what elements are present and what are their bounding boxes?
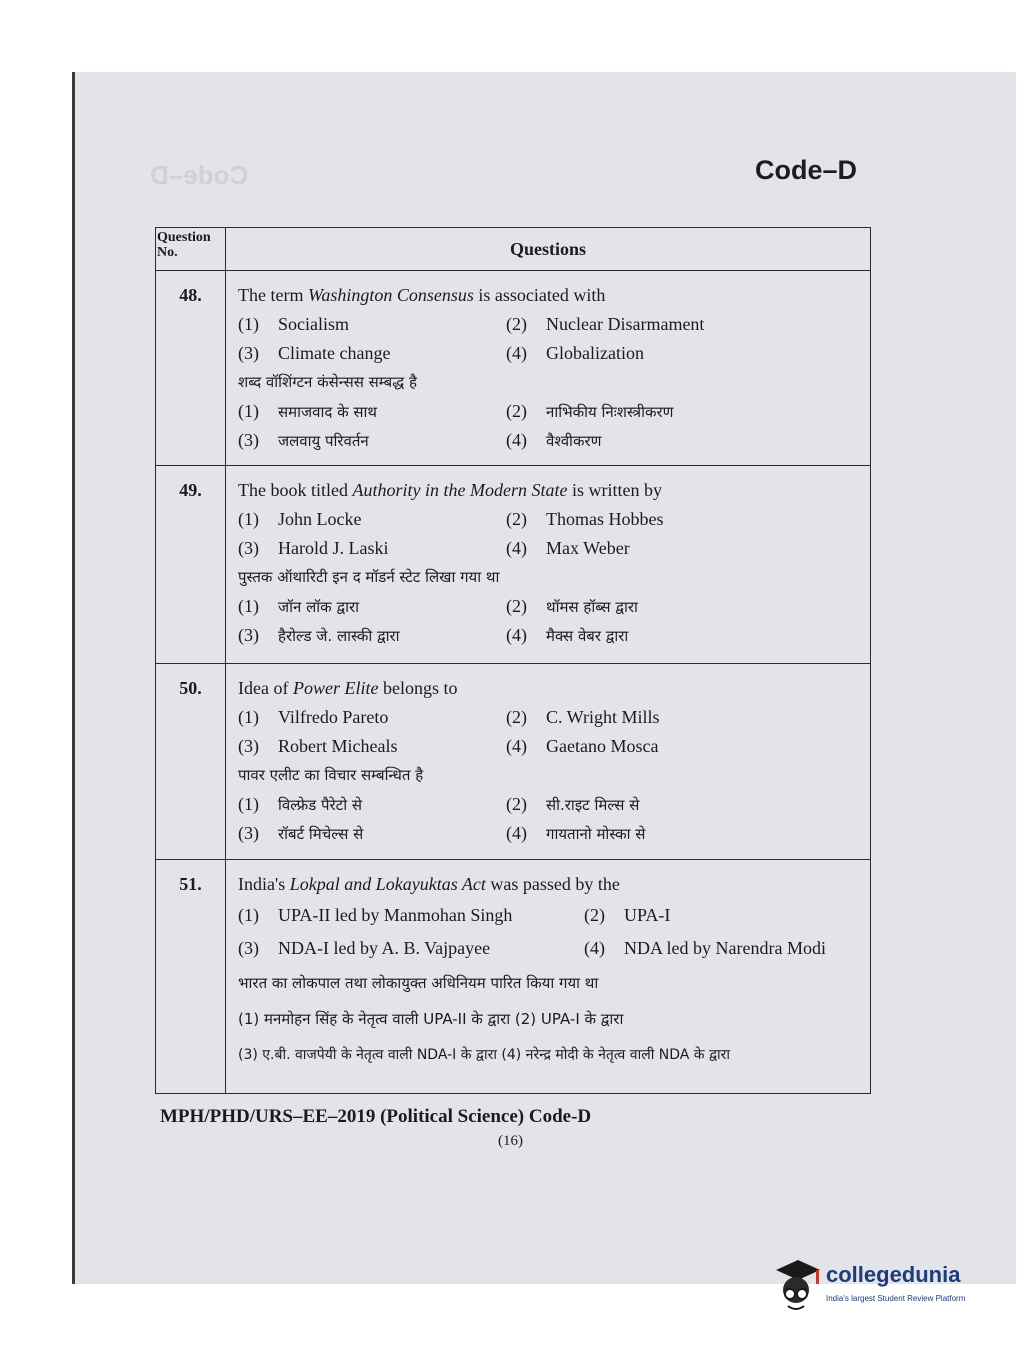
option: (3) Robert Micheals <box>238 736 398 756</box>
question-text: Idea of Power Elite belongs to <box>238 678 458 698</box>
question-body <box>226 860 871 1094</box>
option-line-hindi: (3) ए.बी. वाजपेयी के नेतृत्व वाली NDA-I के द्वारा (4) नरेन्द्र मोदी के नेतृत्व वाली NDA के द्वारा <box>238 1047 731 1063</box>
option-row <box>238 732 866 761</box>
option-row-hindi: (3) जलवायु परिवर्तन (4) वैश्वीकरण <box>238 430 602 450</box>
question-body <box>226 466 871 664</box>
paper-footer-title: MPH/PHD/URS–EE–2019 (Political Science) Code-D <box>160 1106 592 1127</box>
option: (2) UPA-I <box>584 905 671 925</box>
option-row <box>238 505 866 534</box>
question-text-hindi: शब्द वॉशिंग्टन कंसेन्सस सम्बद्ध है <box>238 373 417 391</box>
option-row-hindi: (1) विल्फ्रेड पैरेटो से (2) सी.राइट मिल्स से <box>238 794 640 814</box>
option-row <box>238 534 866 563</box>
question-number: 51. <box>156 860 226 1094</box>
question-text-hindi: भारत का लोकपाल तथा लोकायुक्त अधिनियम पारित किया गया था <box>238 974 599 992</box>
brand-logo[interactable] <box>770 1250 1000 1330</box>
scan-edge <box>72 72 75 1284</box>
questions-header: Questions <box>226 228 871 271</box>
question-row <box>156 860 871 1094</box>
question-row <box>156 271 871 466</box>
option: (1) UPA-II led by Manmohan Singh <box>238 905 513 925</box>
option-row <box>238 703 866 732</box>
question-body <box>226 664 871 860</box>
question-text: The book titled Authority in the Modern State is written by <box>238 480 662 500</box>
question-body <box>226 271 871 466</box>
option-row-hindi: (1) समाजवाद के साथ (2) नाभिकीय निःशस्त्रीकरण <box>238 401 674 421</box>
option: (1) Socialism <box>238 314 349 334</box>
option: (3) NDA-I led by A. B. Vajpayee <box>238 938 491 958</box>
question-text-hindi: पुस्तक ऑथारिटी इन द मॉडर्न स्टेट लिखा गया था <box>238 568 500 586</box>
question-text: India's Lokpal and Lokayuktas Act was passed by the <box>238 874 620 894</box>
option: (4) Globalization <box>506 343 644 363</box>
option-row <box>238 339 866 368</box>
questions-table <box>155 227 871 1094</box>
option: (2) Nuclear Disarmament <box>506 314 705 334</box>
option-row <box>238 932 866 965</box>
option: (2) C. Wright Mills <box>506 707 660 727</box>
question-row <box>156 664 871 860</box>
option: (1) John Locke <box>238 509 362 529</box>
option-row <box>238 310 866 339</box>
option: (1) Vilfredo Pareto <box>238 707 389 727</box>
option: (4) NDA led by Narendra Modi <box>584 938 826 958</box>
brand-name: collegedunia <box>826 1262 961 1287</box>
question-text-hindi: पावर एलीट का विचार सम्बन्धित है <box>238 766 424 784</box>
option-row-hindi: (3) रॉबर्ट मिचेल्स से (4) गायतानो मोस्का से <box>238 823 646 843</box>
question-no-header: Question No. <box>156 228 226 271</box>
question-row <box>156 466 871 664</box>
option-row-hindi: (1) जॉन लॉक द्वारा (2) थॉमस हॉब्स द्वारा <box>238 596 638 616</box>
page-number: (16) <box>498 1133 523 1149</box>
option: (4) Gaetano Mosca <box>506 736 659 756</box>
question-number: 50. <box>156 664 226 860</box>
option-row <box>238 899 866 932</box>
paper-code: Code–D <box>755 155 858 185</box>
bleed-through-code: Code–D <box>150 160 249 190</box>
question-text: The term Washington Consensus is associated with <box>238 285 606 305</box>
brand-tagline: India's largest Student Review Platform <box>826 1294 966 1303</box>
option: (3) Climate change <box>238 343 391 363</box>
table-header <box>156 228 871 271</box>
option: (2) Thomas Hobbes <box>506 509 664 529</box>
option-row-hindi: (3) हैरोल्ड जे. लास्की द्वारा (4) मैक्स वेबर द्वारा <box>238 625 629 645</box>
question-number: 48. <box>156 271 226 466</box>
graduate-mascot-icon <box>770 1250 826 1320</box>
option-line-hindi: (1) मनमोहन सिंह के नेतृत्व वाली UPA-II के द्वारा (2) UPA-I के द्वारा <box>238 1010 624 1028</box>
question-number: 49. <box>156 466 226 664</box>
option: (4) Max Weber <box>506 538 630 558</box>
option: (3) Harold J. Laski <box>238 538 389 558</box>
